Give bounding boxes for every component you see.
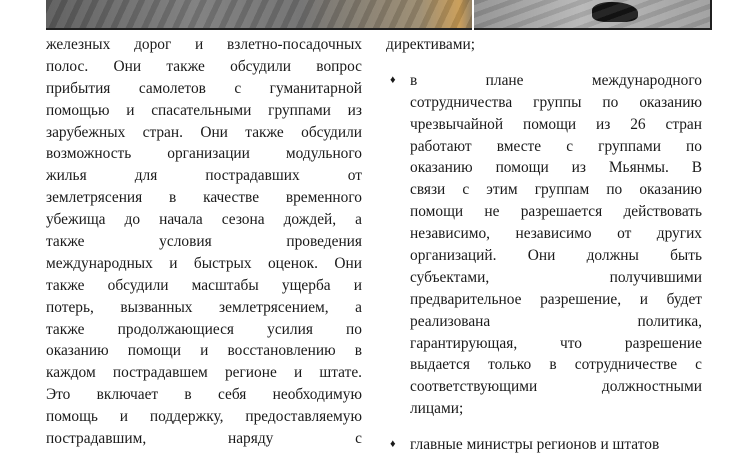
- text-line: также продолжающиеся усилия по: [46, 320, 362, 338]
- text-line: чрезвычайной помощи из 26 стран: [410, 115, 702, 133]
- earthquake-photo-right: [474, 0, 712, 30]
- text-line: субъектами, получившими: [410, 268, 702, 286]
- shoe-in-photo: [592, 2, 638, 22]
- text-line: возможность организации модульного: [46, 145, 362, 163]
- diamond-bullet-icon: ♦: [390, 438, 396, 451]
- right-text-column: [386, 34, 702, 456]
- text-line: главные министры регионов и штатов: [410, 436, 660, 454]
- bullet-item: [386, 434, 702, 456]
- text-line: землетрясения в качестве временного: [46, 189, 362, 207]
- paragraph-spacer: [386, 56, 702, 70]
- text-line: лицами;: [410, 400, 464, 418]
- text-line: гарантирующая, что разрешение: [410, 334, 702, 352]
- text-line: железных дорог и взлетно-посадочных: [46, 36, 362, 53]
- text-line: прибытия самолетов с гуманитарной: [46, 79, 362, 97]
- text-line: также обсудили масштабы ущерба и: [46, 276, 362, 294]
- left-text-column: [46, 34, 362, 450]
- text-line: полос. Они также обсудили вопрос: [46, 57, 362, 75]
- text-line: оказанию помощи и восстановлению в: [46, 342, 362, 360]
- text-line: предварительное разрешение, и будет: [410, 290, 702, 308]
- text-line: помощь и поддержку, предоставляемую: [46, 408, 362, 426]
- text-line: сотрудничества группы по оказанию: [410, 93, 702, 111]
- paragraph-spacer: [386, 420, 702, 434]
- photo-strip: [0, 0, 750, 30]
- text-line: оказанию помощи из Мьянмы. В: [410, 159, 702, 177]
- text-line: соответствующими должностными: [410, 378, 702, 396]
- text-line: связи с этим группам по оказанию: [410, 181, 702, 199]
- text-line: директивами;: [386, 36, 475, 53]
- text-line: организаций. Они должны быть: [410, 247, 702, 265]
- text-line: выдается только в сотрудничестве с: [410, 356, 702, 374]
- text-line: зарубежных стран. Они также обсудили: [46, 123, 362, 141]
- text-line: работают вместе с группами по: [410, 137, 702, 155]
- text-line: международных и быстрых оценок. Они: [46, 254, 362, 272]
- text-line: независимо, независимо от других: [410, 225, 702, 243]
- text-line: помощи не разрешается действовать: [410, 203, 702, 221]
- diamond-bullet-icon: ♦: [390, 73, 396, 86]
- bullet-item: [386, 70, 702, 420]
- text-line: каждом пострадавшем регионе и штате.: [46, 364, 362, 382]
- text-line: потерь, вызванных землетрясением, а: [46, 298, 362, 316]
- earthquake-photo-left: [46, 0, 472, 30]
- text-line: пострадавшим, наряду с: [46, 430, 362, 448]
- text-line: реализована политика,: [410, 312, 702, 330]
- text-line: Это включает в себя необходимую: [46, 386, 362, 404]
- text-line: помощью и спасательными группами из: [46, 101, 362, 119]
- text-line: в плане международного: [410, 71, 702, 89]
- text-line: убежища до начала сезона дождей, а: [46, 211, 362, 229]
- text-line: также условия проведения: [46, 233, 362, 251]
- text-line: жилья для пострадавших от: [46, 167, 362, 185]
